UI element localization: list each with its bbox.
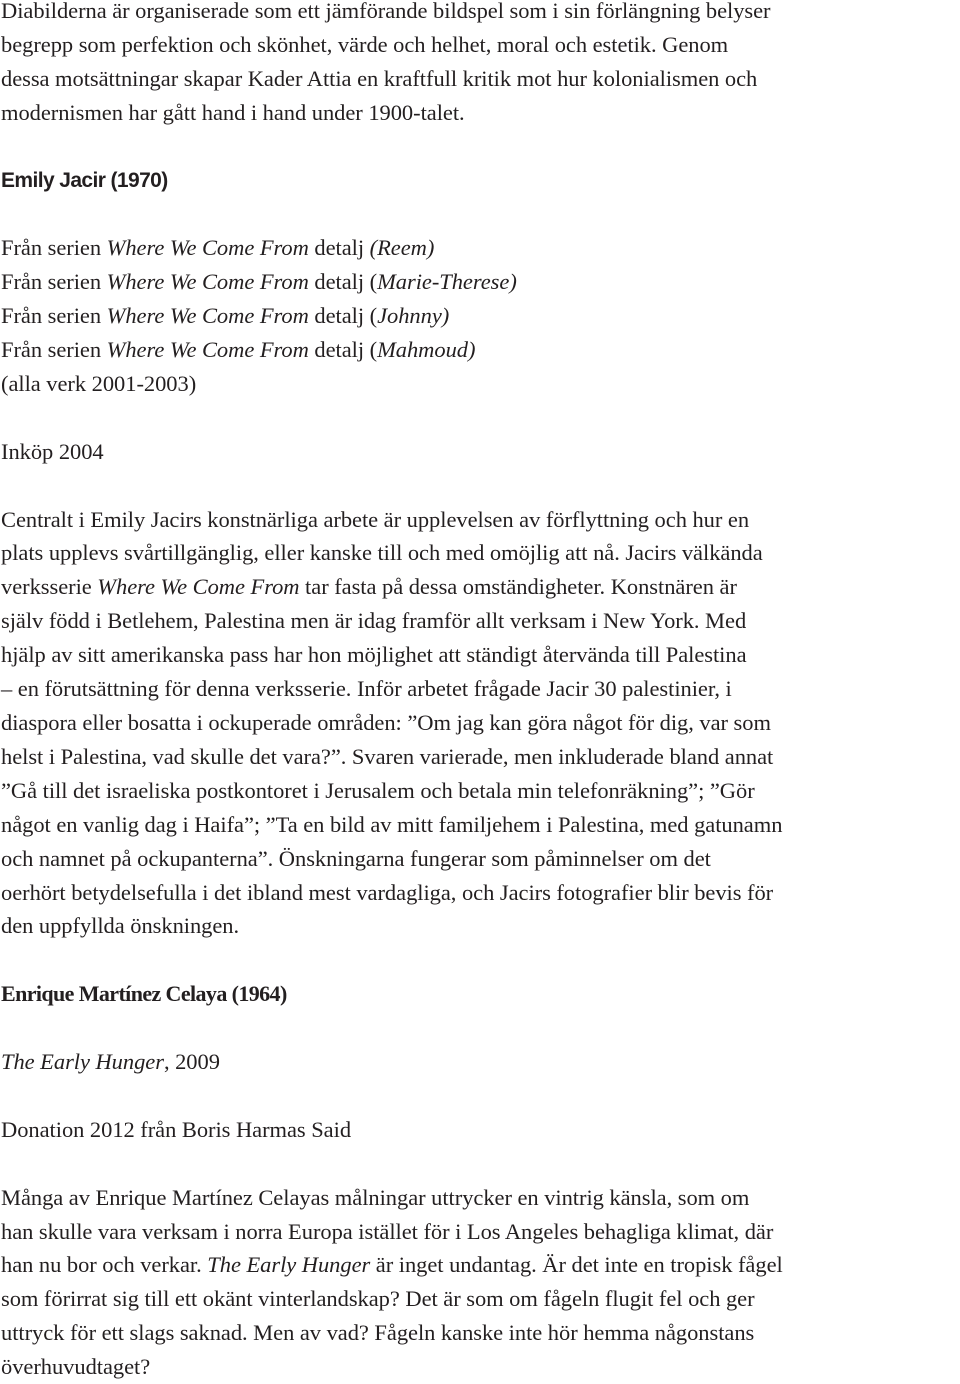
work-prefix: Från serien — [1, 303, 107, 329]
body-line — [1, 570, 955, 604]
work-series-title: Where We Come From — [106, 269, 309, 295]
emily-jacir-section — [1, 164, 955, 944]
work-detail: Johnny) — [377, 303, 450, 329]
document-page — [1, 0, 955, 1384]
work-prefix: Från serien — [1, 269, 107, 295]
work-series-title: Where We Come From — [106, 337, 309, 363]
work-year: , 2009 — [163, 1049, 220, 1074]
body-line: Många av Enrique Martínez Celayas målningar uttrycker en vintrig känsla, som om — [1, 1184, 750, 1210]
body-line: hjälp av sitt amerikanska pass har hon möjlighet att ständigt återvända till Palestina — [1, 642, 747, 668]
work-detail: (Reem) — [369, 235, 435, 261]
work-entry — [1, 333, 955, 367]
intro-line: Diabilderna är organiserade som ett jämförande bildspel som i sin förlängning belyser — [1, 0, 771, 23]
intro-line: dessa motsättningar skapar Kader Attia en kraftfull kritik mot hur kolonialismen och — [1, 65, 758, 91]
work-detail: Marie-Therese) — [377, 269, 517, 295]
body-line: något en vanlig dag i Haifa”; ”Ta en bild av mitt familjehem i Palestina, med gatunamn — [1, 811, 783, 837]
work-title-inline: The Early Hunger — [207, 1252, 371, 1278]
works-date-note: (alla verk 2001-2003) — [1, 370, 197, 396]
work-series-title: Where We Come From — [106, 303, 309, 329]
celaya-work-title — [1, 1045, 955, 1079]
body-line: plats upplevs svårtillgänglig, eller kanske till och med omöjlig att nå. Jacirs välkända — [1, 540, 763, 566]
body-line: överhuvudtaget? — [1, 1354, 151, 1380]
artist-heading-celaya: Enrique Martínez Celaya (1964) — [1, 981, 287, 1007]
work-prefix: Från serien — [1, 337, 107, 363]
body-text: han nu bor och verkar. — [1, 1252, 208, 1278]
body-line: helst i Palestina, vad skulle det vara?”. Svaren varierade, men inkluderade bland annat — [1, 743, 774, 769]
work-mid: detalj ( — [308, 269, 378, 295]
jacir-works-list — [1, 231, 955, 401]
work-entry — [1, 231, 955, 265]
work-detail: Mahmoud) — [377, 337, 476, 363]
body-text: tar fasta på dessa omständigheter. Konstnären är — [299, 574, 737, 600]
body-line: och namnet på ockupanterna”. Önskningarna fungerar som påminnelser om det — [1, 845, 711, 871]
intro-line: begrepp som perfektion och skönhet, värde och helhet, moral och estetik. Genom — [1, 31, 729, 57]
series-title-inline: Where We Come From — [97, 574, 300, 600]
body-text: verksserie — [1, 574, 98, 600]
work-mid: detalj — [308, 235, 370, 261]
work-entry — [1, 265, 955, 299]
work-title: The Early Hunger — [1, 1049, 164, 1074]
work-mid: detalj ( — [308, 337, 378, 363]
body-line: uttryck för ett slags saknad. Men av vad? Fågeln kanske inte hör hemma någonstans — [1, 1320, 755, 1346]
body-line — [1, 1248, 955, 1282]
intro-line: modernismen har gått hand i hand under 1900-talet. — [1, 99, 465, 125]
celaya-acquisition: Donation 2012 från Boris Harmas Said — [1, 1116, 352, 1142]
body-line: själv född i Betlehem, Palestina men är idag framför allt verksam i New York. Med — [1, 608, 747, 634]
body-line: Centralt i Emily Jacirs konstnärliga arbete är upplevelsen av förflyttning och hur en — [1, 506, 750, 532]
enrique-martinez-celaya-section — [1, 977, 955, 1384]
work-series-title: Where We Come From — [106, 235, 309, 261]
work-entry — [1, 299, 955, 333]
work-mid: detalj ( — [308, 303, 378, 329]
intro-paragraph — [1, 0, 955, 130]
body-line: han skulle vara verksam i norra Europa istället för i Los Angeles behagliga klimat, där — [1, 1218, 774, 1244]
body-line: som förirrat sig till ett okänt vinterlandskap? Det är som om fågeln flugit fel och ger — [1, 1286, 755, 1312]
body-line: – en förutsättning för denna verksserie. Inför arbetet frågade Jacir 30 palestinier, i — [1, 676, 732, 702]
body-line: den uppfyllda önskningen. — [1, 913, 240, 939]
celaya-body-paragraph — [1, 1181, 955, 1384]
body-line: diaspora eller bosatta i ockuperade områden: ”Om jag kan göra något för dig, var som — [1, 709, 771, 735]
jacir-acquisition: Inköp 2004 — [1, 438, 104, 464]
work-prefix: Från serien — [1, 235, 107, 261]
body-text: är inget undantag. Är det inte en tropisk fågel — [370, 1252, 783, 1278]
jacir-body-paragraph — [1, 503, 955, 944]
artist-heading-jacir: Emily Jacir (1970) — [1, 168, 168, 192]
body-line: ”Gå till det israeliska postkontoret i Jerusalem och betala min telefonräkning”; ”Gör — [1, 777, 755, 803]
body-line: oerhört betydelsefulla i det ibland mest vardagliga, och Jacirs fotografier blir bevis för — [1, 879, 774, 905]
